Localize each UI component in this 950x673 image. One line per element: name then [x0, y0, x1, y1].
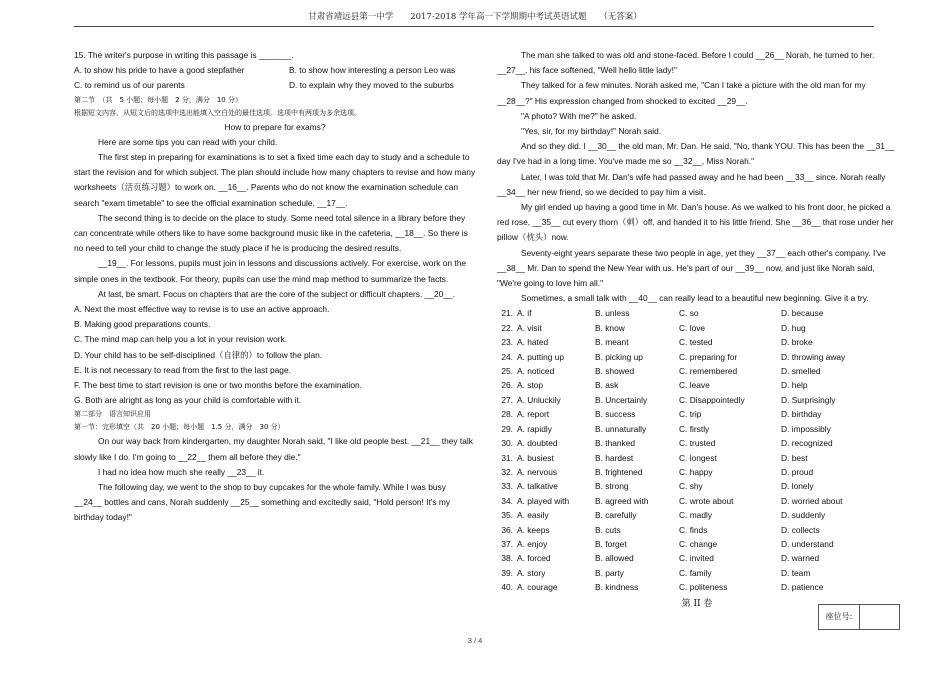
cloze-paragraph-9: Later, I was told that Mr. Dan's wife had passed away and he had been __33__ since. Norah really __34__ her new friend, so we decided to pay him a visit.	[497, 171, 886, 197]
option-choice: A. if	[517, 308, 532, 319]
passage-paragraph-2: The first step in preparing for examinations is to set a fixed time each day to study and a schedule to start the revision and for which subject. The plan should include how many chapters to revise and how many worksheets（活页练习题）to work on. __16__. Parents who do not know the examination schedule can search "exam timetable" to see the official examination schedule. __17__.	[74, 152, 476, 208]
choice-c: C. The mind map can help you a lot in your revision work.	[74, 334, 288, 345]
option-choice: C. remembered	[679, 366, 738, 377]
section2-title: 第二节 （共 5 小题；每小题 2 分，满分 10 分）	[74, 95, 242, 104]
option-choice: D. team	[781, 567, 811, 578]
option-choice: C. family	[679, 567, 712, 578]
option-number: 36.	[501, 524, 513, 535]
option-choice: D. proud	[781, 466, 814, 477]
option-choice: B. forget	[595, 538, 627, 549]
option-choice: D. recognized	[781, 438, 833, 449]
option-choice: A. Unluckily	[517, 394, 561, 405]
cloze-paragraph-6: "A photo? With me?" he asked.	[521, 110, 637, 121]
option-number: 21.	[501, 308, 513, 319]
option-choice: C. Disappointedly	[679, 394, 745, 405]
option-choice: C. leave	[679, 380, 710, 391]
option-choice: D. warned	[781, 553, 820, 564]
option-number: 39.	[501, 567, 513, 578]
option-choice: B. thanked	[595, 438, 636, 449]
q15-option-b: B. to show how interesting a person Leo was	[289, 65, 456, 76]
option-choice: C. invited	[679, 553, 714, 564]
option-choice: C. firstly	[679, 423, 710, 434]
option-choice: C. shy	[679, 481, 703, 492]
option-choice: B. showed	[595, 366, 635, 377]
option-number: 30.	[501, 438, 513, 449]
cloze-options-table	[497, 306, 897, 594]
passage-paragraph-1: Here are some tips you can read with your child.	[98, 136, 278, 147]
option-choice: A. stop	[517, 380, 544, 391]
cloze-paragraph-7: "Yes, sir, for my birthday!" Norah said.	[521, 126, 662, 137]
option-choice: B. hardest	[595, 452, 634, 463]
option-choice: A. report	[517, 409, 550, 420]
option-choice: A. played with	[517, 495, 570, 506]
passage-paragraph-5: At last, be smart. Focus on chapters that are the core of the subject or difficult chapters. __20__.	[98, 288, 455, 299]
option-choice: A. easily	[517, 510, 549, 521]
option-choice: B. picking up	[595, 351, 643, 362]
part2-title: 第二部分 语言知识应用	[74, 410, 151, 419]
option-choice: A. courage	[517, 582, 558, 593]
option-choice: A. talkative	[517, 481, 558, 492]
passage-title: How to prepare for exams?	[224, 121, 326, 132]
option-choice: B. strong	[595, 481, 629, 492]
seat-number-box	[818, 604, 900, 630]
option-choice: B. ask	[595, 380, 619, 391]
cloze-paragraph-12: Sometimes, a small talk with __40__ can really lead to a beautiful new beginning. Give it a try.	[521, 293, 869, 304]
option-choice: D. understand	[781, 538, 834, 549]
option-number: 27.	[501, 394, 513, 405]
option-choice: D. best	[781, 452, 808, 463]
option-choice: C. preparing for	[679, 351, 738, 362]
option-number: 33.	[501, 481, 513, 492]
option-choice: A. visit	[517, 322, 542, 333]
cloze-section-title: 第一节：完形填空（共 20 小题；每小题 1.5 分，满分 30 分）	[74, 423, 285, 432]
seat-number-label: 座位号:	[819, 605, 860, 629]
option-choice: D. help	[781, 380, 808, 391]
option-choice: C. madly	[679, 510, 713, 521]
option-choice: B. carefully	[595, 510, 637, 521]
option-choice: B. unnaturally	[595, 423, 647, 434]
option-choice: B. kindness	[595, 582, 639, 593]
choice-a: A. Next the most effective way to revise is to use an active approach.	[74, 304, 330, 315]
choice-g: G. Both are alright as long as your child is comfortable with it.	[74, 395, 302, 406]
volume-two-title: 第 II 卷	[681, 598, 713, 609]
q15-option-a: A. to show his pride to have a good stepfather	[74, 65, 245, 76]
option-number: 34.	[501, 495, 513, 506]
option-choice: A. doubted	[517, 438, 558, 449]
option-number: 35.	[501, 510, 513, 521]
option-choice: D. hug	[781, 322, 806, 333]
cloze-paragraph-4: The man she talked to was old and stone-faced. Before I could __26__ Norah, he turned to her. __27__, his face softened, "Well hello little lady!"	[497, 50, 875, 76]
option-choice: B. Uncertainly	[595, 394, 648, 405]
right-column	[497, 48, 897, 612]
option-number: 28.	[501, 409, 513, 420]
option-choice: C. change	[679, 538, 718, 549]
option-choice: B. know	[595, 322, 625, 333]
option-choice: B. agreed with	[595, 495, 649, 506]
option-choice: D. suddenly	[781, 510, 826, 521]
option-choice: C. trip	[679, 409, 702, 420]
q15-option-d: D. to explain why they moved to the suburbs	[289, 80, 454, 91]
cloze-paragraph-5: They talked for a few minutes. Norah asked me, "Can I take a picture with the old man for my __28__?" His expression changed from shocked to excited __29__.	[497, 80, 866, 106]
option-choice: C. tested	[679, 337, 713, 348]
option-number: 22.	[501, 322, 513, 333]
section2-instructions: 根据短文内容，从短文后的选项中选出能填入空白处的最佳选项。选项中有两项为多余选项。	[74, 108, 361, 117]
option-choice: D. throwing away	[781, 351, 846, 362]
q15-options	[74, 63, 476, 93]
option-choice: A. noticed	[517, 366, 555, 377]
option-choice: D. impossibly	[781, 423, 831, 434]
option-choice: C. finds	[679, 524, 708, 535]
q15-stem: 15. The writer's purpose in writing this passage is _______.	[74, 50, 294, 60]
option-number: 23.	[501, 337, 513, 348]
cloze-paragraph-1: On our way back from kindergarten, my daughter Norah said, "I like old people best. __21__ they talk slowly like I do. I'm going to __22__ them all before they die."	[74, 436, 473, 462]
cloze-paragraph-11: Seventy-eight years separate these two people in age, yet they __37__ each other's company. I've __38__ Mr. Dan to spend the New Year with us. He's part of our __39__ now, and just like Norah said, "We're going to love him all."	[497, 247, 886, 289]
option-choice: B. party	[595, 567, 624, 578]
option-choice: B. success	[595, 409, 636, 420]
option-choice: B. meant	[595, 337, 629, 348]
option-choice: D. collects	[781, 524, 820, 535]
option-choice: C. longest	[679, 452, 717, 463]
option-choice: A. busiest	[517, 452, 554, 463]
option-number: 29.	[501, 423, 513, 434]
option-choice: C. wrote about	[679, 495, 734, 506]
choice-d: D. Your child has to be self-disciplined（自律的）to follow the plan.	[74, 349, 323, 360]
option-number: 31.	[501, 452, 513, 463]
option-number: 24.	[501, 351, 513, 362]
q15-option-c: C. to remind us of our parents	[74, 80, 185, 91]
option-choice: A. hated	[517, 337, 549, 348]
cloze-paragraph-3: The following day, we went to the shop to buy cupcakes for the whole family. While I was busy __24__ bottles and cans, Norah suddenly __25__ something and excitedly said, "Hold person! It's my birthday today!"	[74, 482, 451, 523]
option-choice: A. story	[517, 567, 546, 578]
choice-b: B. Making good preparations counts.	[74, 319, 211, 330]
option-choice: C. love	[679, 322, 706, 333]
page-header: 甘肃省靖远县第一中学 2017-2018 学年高一下学期期中考试英语试题 （无答案）	[308, 12, 642, 22]
option-choice: D. birthday	[781, 409, 822, 420]
option-choice: D. broke	[781, 337, 813, 348]
left-column	[74, 48, 476, 526]
option-choice: D. patience	[781, 582, 824, 593]
option-choice: C. trusted	[679, 438, 716, 449]
page-number: 3 / 4	[467, 636, 483, 645]
option-number: 26.	[501, 380, 513, 391]
option-choice: A. rapidly	[517, 423, 552, 434]
option-choice: B. unless	[595, 308, 630, 319]
option-choice: D. lonely	[781, 481, 814, 492]
choice-e: E. It is not necessary to read from the first to the last page.	[74, 364, 291, 375]
passage-paragraph-3: The second thing is to decide on the place to study. Some need total silence in a library before they can concentrate while others like to have some background music like in the cafeteria, __18__. So there is no need to tell your child to change the study place if he is producing the desired results.	[74, 212, 468, 254]
option-number: 32.	[501, 466, 513, 477]
option-choice: C. politeness	[679, 582, 728, 593]
option-choice: B. cuts	[595, 524, 621, 535]
option-choice: A. enjoy	[517, 538, 548, 549]
option-choice: C. so	[679, 308, 699, 319]
passage-paragraph-4: __19__. For lessons, pupils must join in lessons and discussions actively. For exercise, work on the simple ones in the textbook. For theory, pupils can use the mind map method to summarize the facts.	[74, 258, 467, 284]
header-divider	[74, 26, 874, 27]
cloze-paragraph-8: And so they did. I __30__ the old man, Mr. Dan. He said, "No, thank YOU. This has been the __31__ day I've had in a long time. You've made me so __32__, Miss Norah."	[497, 141, 895, 167]
option-choice: A. forced	[517, 553, 551, 564]
option-number: 37.	[501, 538, 513, 549]
option-choice: D. smelled	[781, 366, 821, 377]
option-choice: A. nervous	[517, 466, 558, 477]
option-choice: C. happy	[679, 466, 713, 477]
option-choice: D. worried about	[781, 495, 843, 506]
option-choice: A. keeps	[517, 524, 550, 535]
choice-f: F. The best time to start revision is one or two months before the examination.	[74, 380, 362, 391]
option-choice: B. frightened	[595, 466, 643, 477]
cloze-paragraph-10: My girl ended up having a good time in Mr. Dan's house. As we walked to his front door, he picked a red rose, __35__ cut every thorn（刺）off, and handed it to his little friend. She __36__ that rose under her pillow（枕头）now.	[497, 202, 894, 243]
option-number: 38.	[501, 553, 513, 564]
cloze-paragraph-2: I had no idea how much she really __23__ it.	[98, 466, 265, 477]
option-number: 40.	[501, 582, 513, 593]
option-choice: A. putting up	[517, 351, 565, 362]
option-choice: D. because	[781, 308, 824, 319]
option-choice: B. allowed	[595, 553, 634, 564]
option-choice: D. Surprisingly	[781, 394, 836, 405]
option-number: 25.	[501, 366, 513, 377]
